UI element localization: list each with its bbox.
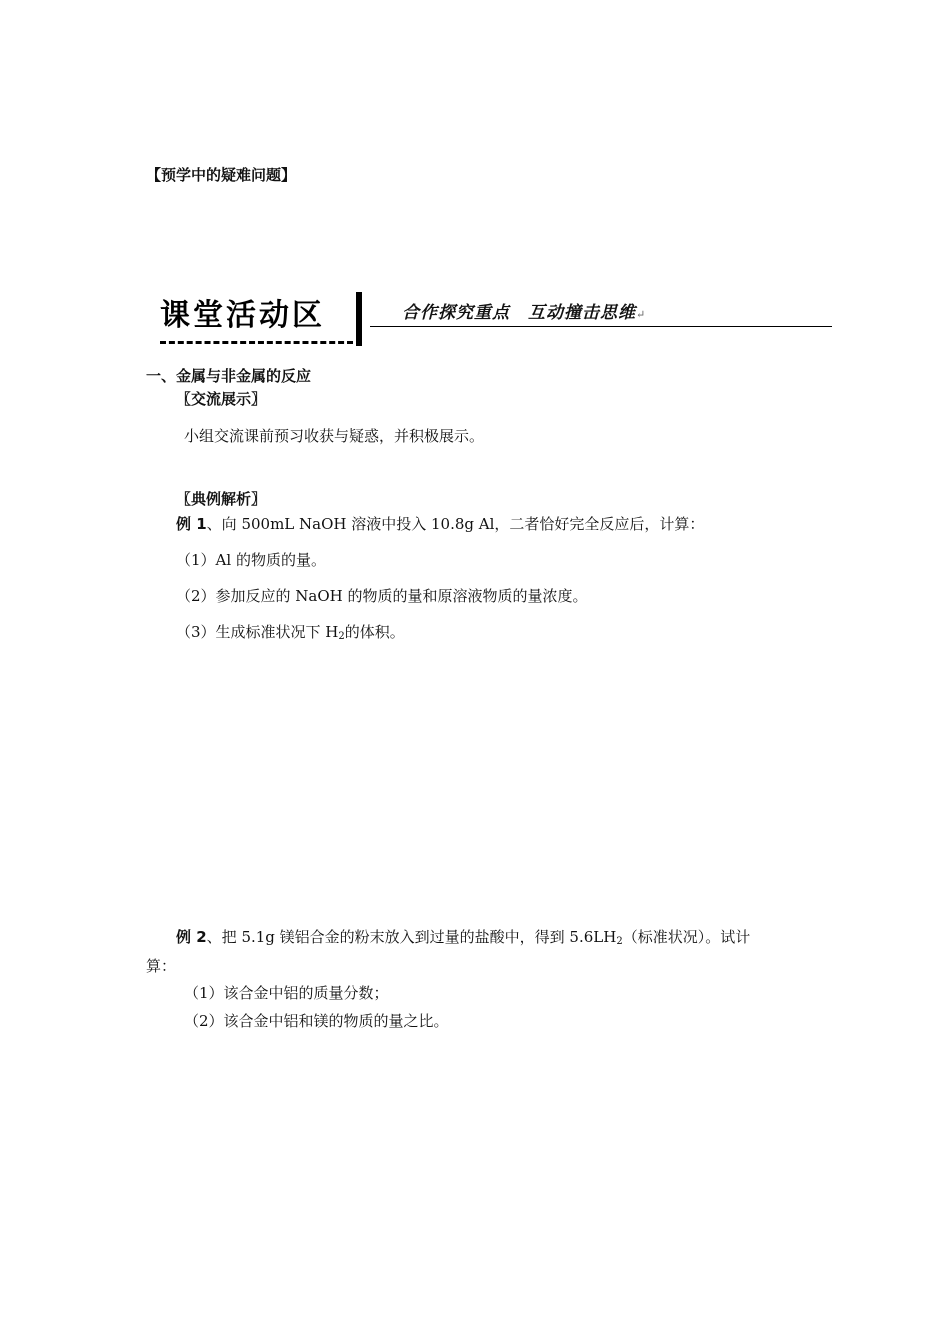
exchange-label: 〖交流展示〗 <box>176 390 267 408</box>
exchange-text: 小组交流课前预习收获与疑惑，并积极展示。 <box>184 427 485 445</box>
banner-slogan <box>402 301 646 327</box>
analysis-label: 〖典例解析〗 <box>176 490 267 508</box>
example2-text: 、把 5.1g 镁铝合金的粉末放入到过量的盐酸中，得到 5.6LH <box>206 928 617 946</box>
banner-title: 课堂活动区 <box>160 298 325 333</box>
example2-question-2: （2）该合金中铝和镁的物质的量之比。 <box>184 1012 449 1030</box>
example2-text-end: （标准状况）。试计 <box>622 928 751 946</box>
return-mark-icon: ↵ <box>636 308 647 321</box>
example1-question-3 <box>176 622 405 642</box>
example2-stem-line2: 算： <box>146 957 177 975</box>
example1-q3-text-end: 的体积。 <box>344 623 405 641</box>
example1-label: 例 1 <box>176 515 207 533</box>
example1-q3-text: （3）生成标准状况下 H <box>176 623 339 641</box>
example1-question-2: （2）参加反应的 NaOH 的物质的量和原溶液物质的量浓度。 <box>176 587 588 605</box>
banner-dashed-underline <box>160 341 353 344</box>
example1-q3-subscript: 2 <box>338 631 345 642</box>
banner-slogan-text: 合作探究重点 互动撞击思维 <box>402 303 636 323</box>
example2-stem <box>176 927 750 947</box>
example1-question-1: （1）Al 的物质的量。 <box>176 551 326 569</box>
example1-text: 、向 500mL NaOH 溶液中投入 10.8g Al，二者恰好完全反应后，计算： <box>206 515 705 533</box>
preview-heading: 【预学中的疑难问题】 <box>146 166 297 184</box>
example2-question-1: （1）该合金中铝的质量分数； <box>184 984 389 1002</box>
section-heading: 一、金属与非金属的反应 <box>146 367 312 385</box>
banner-vertical-bar <box>356 292 362 346</box>
example2-label: 例 2 <box>176 928 207 946</box>
example2-subscript: 2 <box>616 936 623 947</box>
example1-stem <box>176 514 704 534</box>
